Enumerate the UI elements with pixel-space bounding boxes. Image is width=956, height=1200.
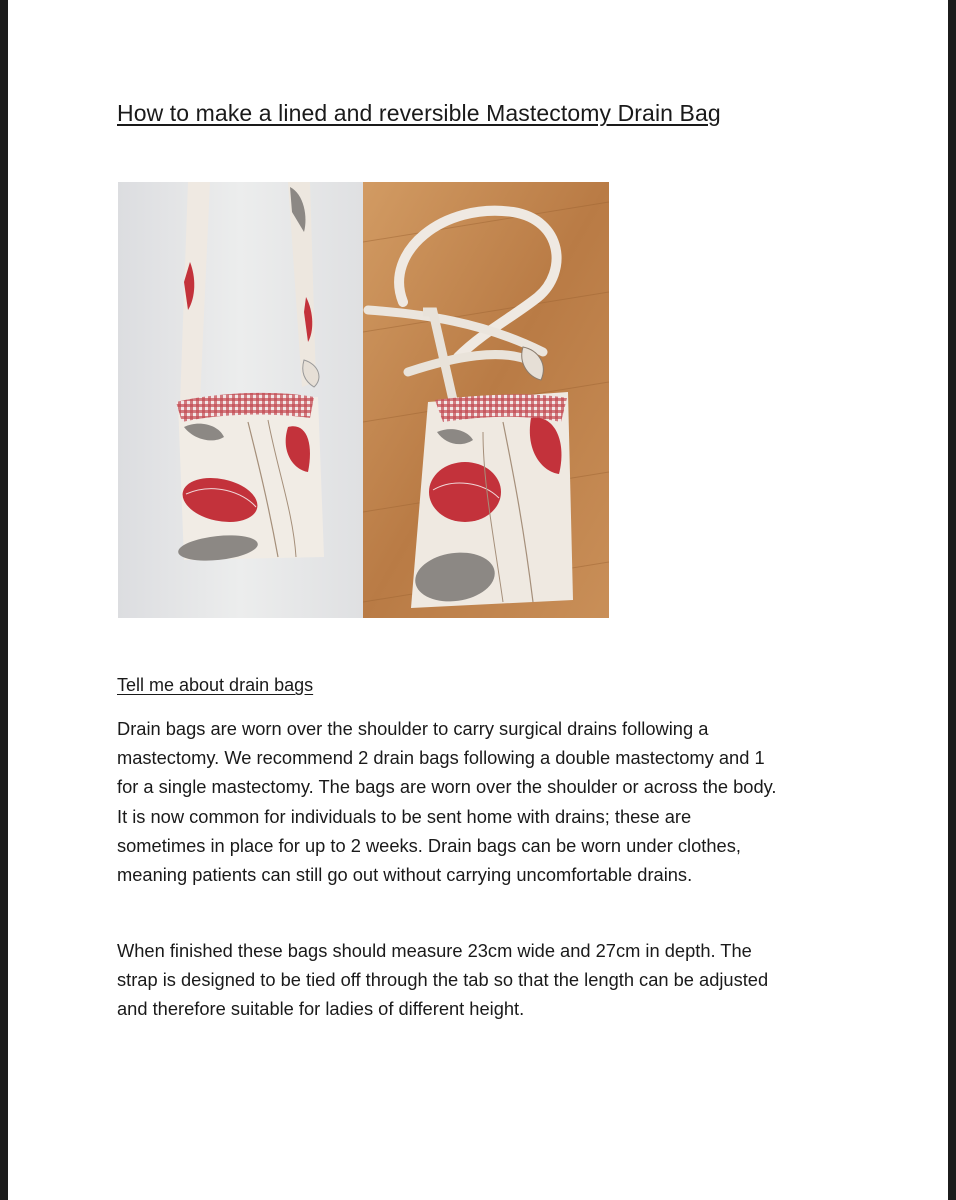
photo-bag-on-floor: [363, 182, 609, 618]
paragraph-about-drain-bags: [117, 714, 857, 889]
text-line: strap is designed to be tied off through the tab so that the length can be adjusted: [117, 969, 769, 991]
page-title: How to make a lined and reversible Mastectomy Drain Bag: [117, 100, 721, 126]
screen-edge-right: [948, 0, 956, 1200]
text-line: Drain bags are worn over the shoulder to carry surgical drains following a: [117, 718, 709, 739]
photo-bag-on-floor-image: [363, 182, 609, 618]
text-line: mastectomy. We recommend 2 drain bags following a double mastectomy and 1: [117, 747, 765, 769]
document-page: [8, 0, 948, 1200]
photo-bag-hanging-image: [118, 182, 363, 618]
photo-row: [118, 182, 609, 618]
text-line: sometimes in place for up to 2 weeks. Drain bags can be worn under clothes,: [117, 834, 741, 856]
text-line: meaning patients can still go out without carrying uncomfortable drains.: [117, 864, 693, 886]
screen-edge-left: [0, 0, 8, 1200]
text-line: and therefore suitable for ladies of different height.: [117, 998, 525, 1020]
photo-bag-hanging: [118, 182, 363, 618]
paragraph-dimensions: [117, 936, 857, 1024]
section-heading: Tell me about drain bags: [117, 675, 314, 695]
text-line: When finished these bags should measure 23cm wide and 27cm in depth. The: [117, 940, 752, 961]
text-line: for a single mastectomy. The bags are worn over the shoulder or across the body.: [117, 776, 777, 798]
text-line: It is now common for individuals to be sent home with drains; these are: [117, 805, 692, 827]
